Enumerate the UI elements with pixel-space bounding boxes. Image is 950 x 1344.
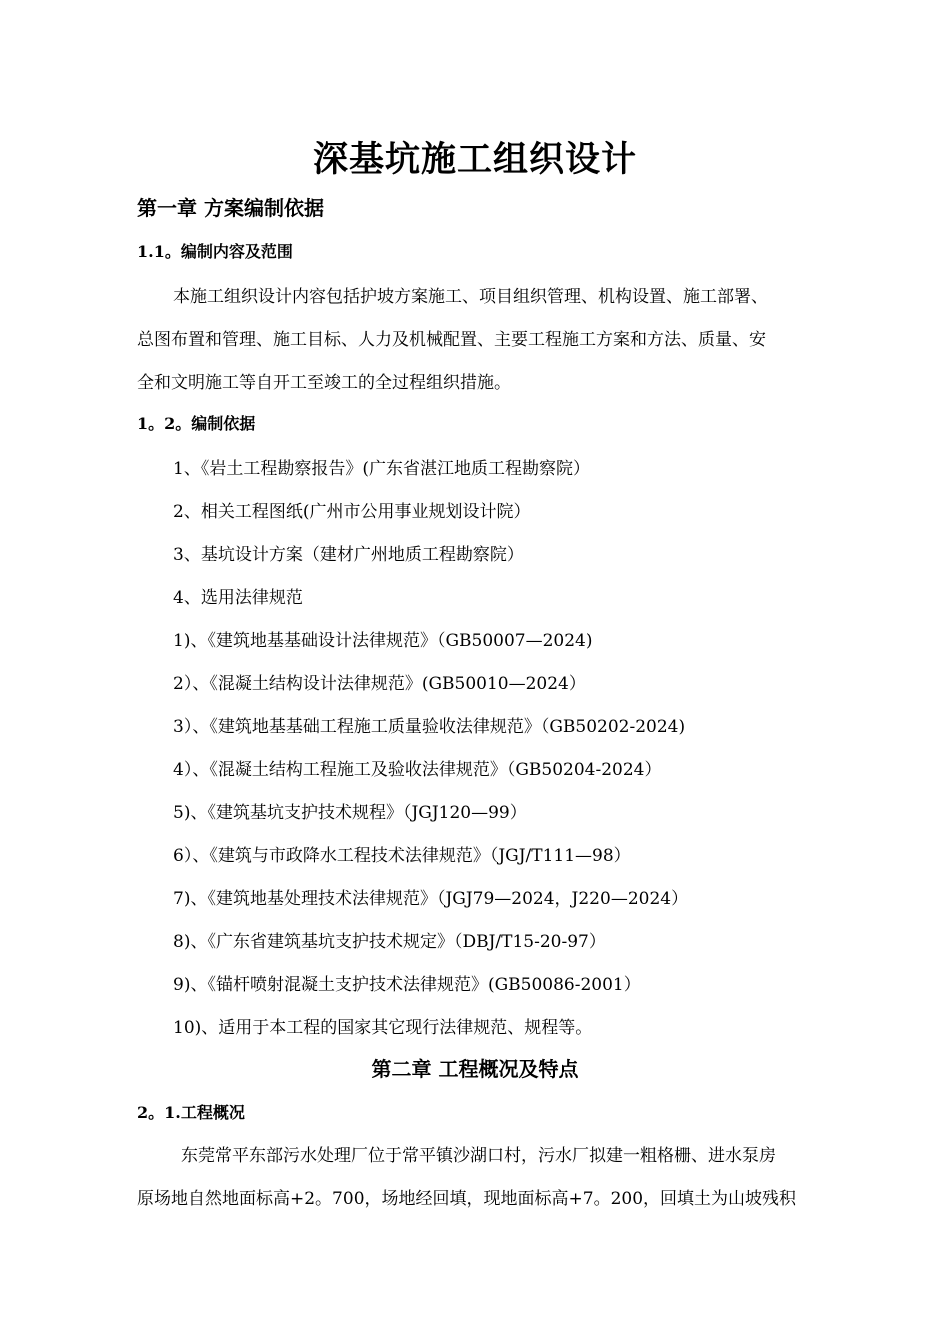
list-item: 10)、适用于本工程的国家其它现行法律规范、规程等。 <box>173 1018 593 1038</box>
list-item: 1、《岩土工程勘察报告》(广东省湛江地质工程勘察院） <box>173 459 590 479</box>
paragraph-line: 东莞常平东部污水处理厂位于常平镇沙湖口村，污水厂拟建一粗格栅、进水泵房 <box>181 1146 776 1166</box>
list-item: 3、基坑设计方案（建材广州地质工程勘察院） <box>173 545 524 565</box>
list-item: 4、选用法律规范 <box>173 588 303 608</box>
paragraph-line: 总图布置和管理、施工目标、人力及机械配置、主要工程施工方案和方法、质量、安 <box>137 330 766 350</box>
list-item: 4）、《混凝土结构工程施工及验收法律规范》（GB50204-2024） <box>173 760 662 780</box>
list-item: 7)、《建筑地基处理技术法律规范》（JGJ79—2024，J220—2024） <box>173 889 689 909</box>
list-item: 3）、《建筑地基基础工程施工质量验收法律规范》（GB50202-2024) <box>173 717 686 737</box>
list-item: 9)、《锚杆喷射混凝土支护技术法律规范》(GB50086-2001） <box>173 975 641 995</box>
paragraph-line: 本施工组织设计内容包括护坡方案施工、项目组织管理、机构设置、施工部署、 <box>173 287 768 307</box>
list-item: 2）、《混凝土结构设计法律规范》(GB50010—2024） <box>173 674 586 694</box>
document-title: 深基坑施工组织设计 <box>312 139 637 180</box>
chapter1-heading: 第一章 方案编制依据 <box>137 196 324 220</box>
paragraph-line: 原场地自然地面标高+2。700，场地经回填，现地面标高+7。200，回填土为山坡残积 <box>137 1189 797 1209</box>
list-item: 1)、《建筑地基基础设计法律规范》（GB50007—2024) <box>173 631 593 651</box>
paragraph-line: 全和文明施工等自开工至竣工的全过程组织措施。 <box>137 373 511 393</box>
list-item: 2、相关工程图纸(广州市公用事业规划设计院） <box>173 502 531 522</box>
section-2-1-heading: 2。1.工程概况 <box>137 1103 245 1122</box>
chapter2-heading: 第二章 工程概况及特点 <box>371 1057 579 1081</box>
list-item: 5)、《建筑基坑支护技术规程》（JGJ120—99） <box>173 803 527 823</box>
list-item: 6）、《建筑与市政降水工程技术法律规范》（JGJ/T111—98） <box>173 846 631 866</box>
section-1-2-heading: 1。2。编制依据 <box>137 414 256 433</box>
section-1-1-heading: 1.1。编制内容及范围 <box>137 242 293 261</box>
list-item: 8)、《广东省建筑基坑支护技术规定》（DBJ/T15-20-97） <box>173 932 606 952</box>
